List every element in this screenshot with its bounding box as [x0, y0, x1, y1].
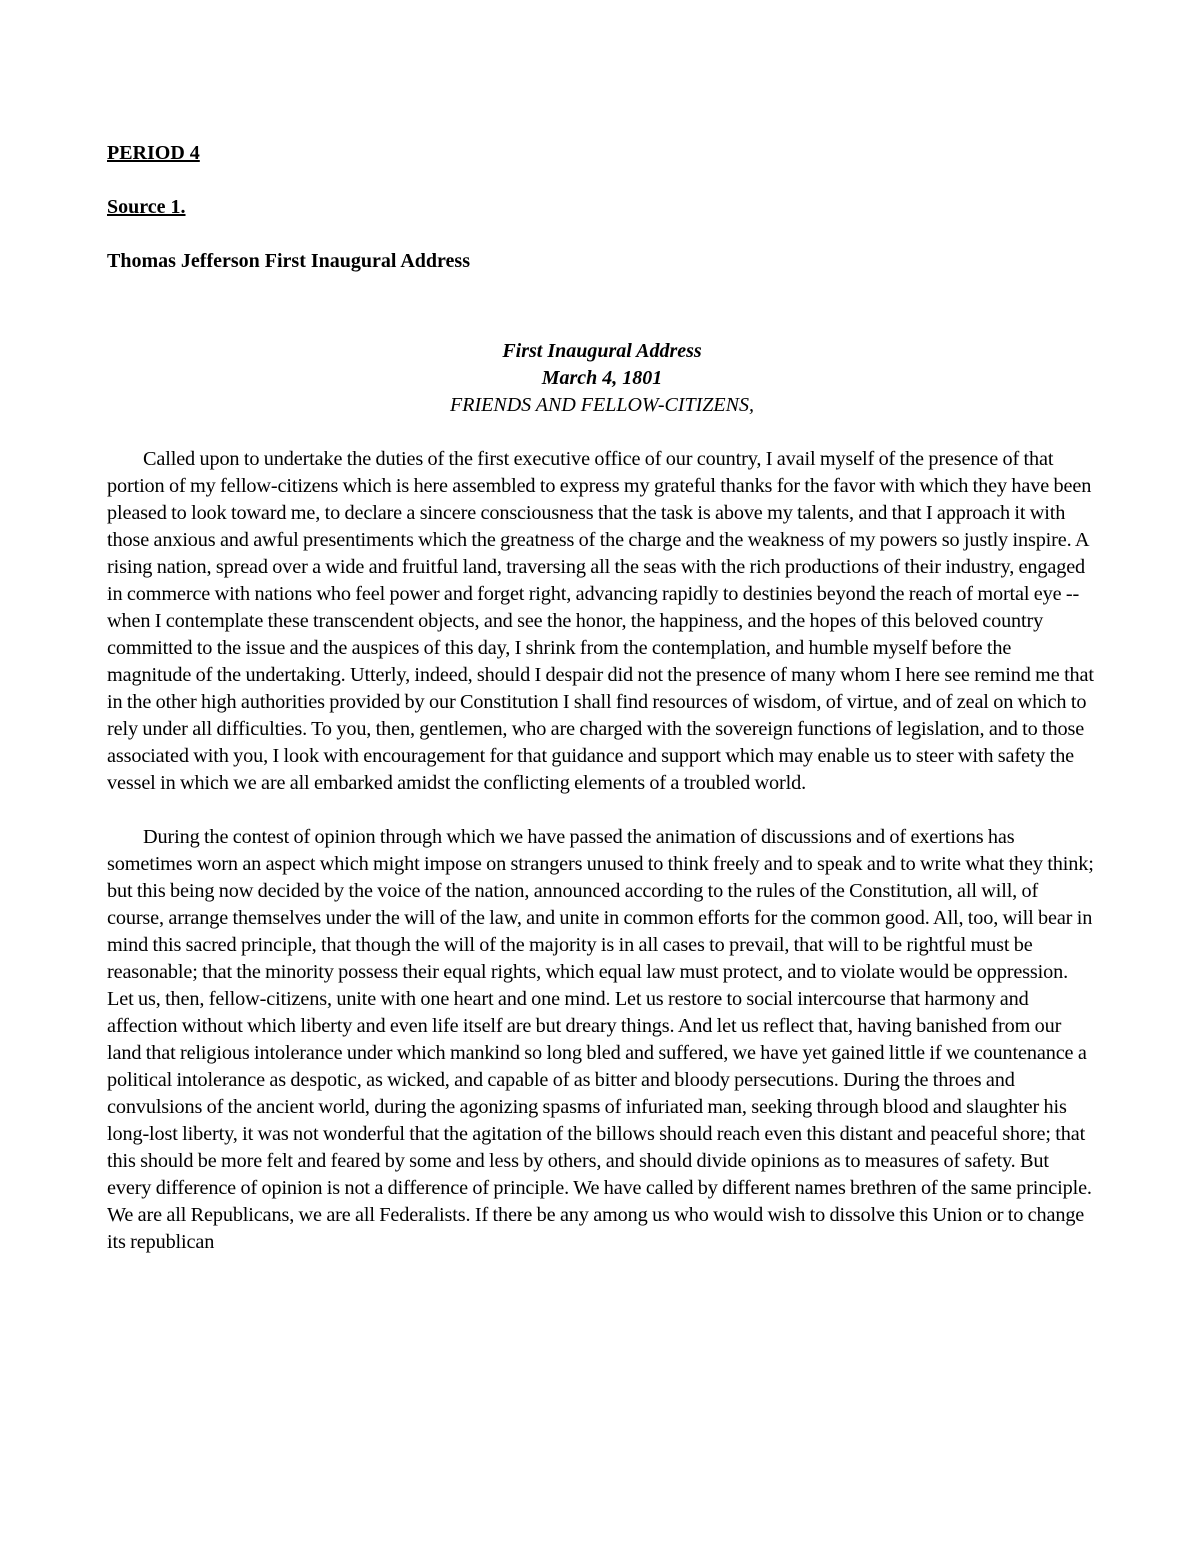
source-heading: Source 1.	[107, 196, 186, 218]
period-heading: PERIOD 4	[107, 142, 200, 164]
address-date: March 4, 1801	[541, 367, 663, 389]
document-page	[107, 140, 1097, 1283]
address-salutation: FRIENDS AND FELLOW-CITIZENS,	[450, 394, 754, 416]
document-title: Thomas Jefferson First Inaugural Address	[107, 250, 470, 272]
address-title: First Inaugural Address	[502, 340, 702, 362]
body-paragraph-1: Called upon to undertake the duties of the first executive office of our country, I avail myself of the presence of that portion of my fellow-citizens which is here assembled to express my grateful thanks for the favor with which they have been pleased to look toward me, to declare a sincere consciousness that the task is above my talents, and that I approach it with those anxious and awful presentiments which the greatness of the charge and the weakness of my powers so justly inspire. A rising nation, spread over a wide and fruitful land, traversing all the seas with the rich productions of their industry, engaged in commerce with nations who feel power and forget right, advancing rapidly to destinies beyond the reach of mortal eye -- when I contemplate these transcendent objects, and see the honor, the happiness, and the hopes of this beloved country committed to the issue and the auspices of this day, I shrink from the contemplation, and humble myself before the magnitude of the undertaking. Utterly, indeed, should I despair did not the presence of many whom I here see remind me that in the other high authorities provided by our Constitution I shall find resources of wisdom, of virtue, and of zeal on which to rely under all difficulties. To you, then, gentlemen, who are charged with the sovereign functions of legislation, and to those associated with you, I look with encouragement for that guidance and support which may enable us to steer with safety the vessel in which we are all embarked amidst the conflicting elements of a troubled world.	[107, 448, 1094, 794]
address-header	[107, 338, 1097, 419]
body-paragraph-2: During the contest of opinion through which we have passed the animation of discussions and of exertions has sometimes worn an aspect which might impose on strangers unused to think freely and to speak and to write what they think; but this being now decided by the voice of the nation, announced according to the rules of the Constitution, all will, of course, arrange themselves under the will of the law, and unite in common efforts for the common good. All, too, will bear in mind this sacred principle, that though the will of the majority is in all cases to prevail, that will to be rightful must be reasonable; that the minority possess their equal rights, which equal law must protect, and to violate would be oppression. Let us, then, fellow-citizens, unite with one heart and one mind. Let us restore to social intercourse that harmony and affection without which liberty and even life itself are but dreary things. And let us reflect that, having banished from our land that religious intolerance under which mankind so long bled and suffered, we have yet gained little if we countenance a political intolerance as despotic, as wicked, and capable of as bitter and bloody persecutions. During the throes and convulsions of the ancient world, during the agonizing spasms of infuriated man, seeking through blood and slaughter his long-lost liberty, it was not wonderful that the agitation of the billows should reach even this distant and peaceful shore; that this should be more felt and feared by some and less by others, and should divide opinions as to measures of safety. But every difference of opinion is not a difference of principle. We have called by different names brethren of the same principle. We are all Republicans, we are all Federalists. If there be any among us who would wish to dissolve this Union or to change its republican	[107, 826, 1094, 1253]
